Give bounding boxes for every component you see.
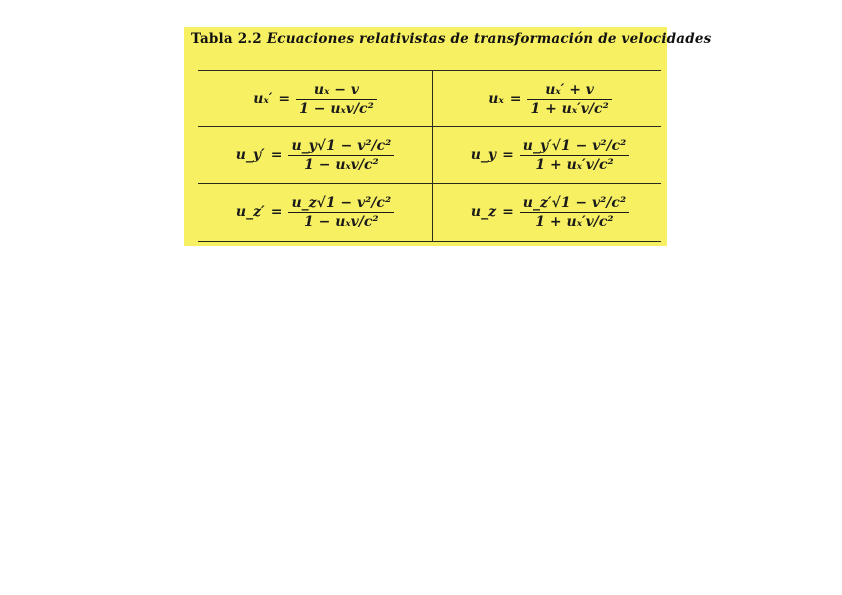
equation-lhs: u_y′ <box>235 147 265 163</box>
table-number: Tabla 2.2 <box>191 31 262 47</box>
equation-lhs: uₓ <box>488 91 504 107</box>
equals-sign: = <box>509 91 522 107</box>
equation-lhs: uₓ′ <box>253 91 273 107</box>
equation <box>236 138 395 173</box>
equation-cell-uz <box>433 184 667 240</box>
bottom-rule <box>198 241 661 242</box>
equation-lhs: u_z <box>470 204 497 220</box>
equation-lhs: u_y <box>470 147 497 163</box>
table-panel <box>184 27 712 246</box>
denominator: 1 − uₓv/c² <box>299 100 374 117</box>
fraction <box>296 82 377 117</box>
denominator: 1 − uₓv/c² <box>304 156 379 173</box>
numerator: u_z′√1 − v²/c² <box>522 194 627 211</box>
fraction <box>520 138 629 173</box>
numerator: u_z√1 − v²/c² <box>291 194 392 211</box>
equation <box>236 195 394 230</box>
equals-sign: = <box>278 91 291 107</box>
denominator: 1 + uₓ′v/c² <box>535 213 614 230</box>
equals-sign: = <box>502 204 514 220</box>
equation-cell-uz-prime <box>198 184 432 240</box>
numerator: u_y√1 − v²/c² <box>291 137 392 154</box>
equation-cell-uy <box>433 127 667 183</box>
equation-cell-uy-prime <box>198 127 432 183</box>
equation <box>488 82 611 117</box>
fraction <box>527 82 611 117</box>
denominator: 1 + uₓ′v/c² <box>535 156 614 173</box>
table-caption <box>191 31 711 47</box>
fraction <box>288 195 394 230</box>
numerator: uₓ − v <box>313 81 359 98</box>
equation <box>471 138 630 173</box>
equals-sign: = <box>502 147 514 163</box>
equals-sign: = <box>270 147 283 163</box>
equation-cell-ux-prime <box>198 71 432 127</box>
fraction <box>520 195 629 230</box>
denominator: 1 + uₓ′v/c² <box>530 100 609 117</box>
denominator: 1 − uₓv/c² <box>304 213 379 230</box>
equation-cell-ux <box>433 71 667 127</box>
numerator: uₓ′ + v <box>545 81 594 98</box>
numerator: u_y′√1 − v²/c² <box>522 137 627 154</box>
equation-lhs: u_z′ <box>235 204 265 220</box>
fraction <box>288 138 394 173</box>
equation <box>253 82 376 117</box>
equals-sign: = <box>270 204 283 220</box>
equation <box>471 195 629 230</box>
table-title: Ecuaciones relativistas de transformación de velocidades <box>266 31 712 47</box>
